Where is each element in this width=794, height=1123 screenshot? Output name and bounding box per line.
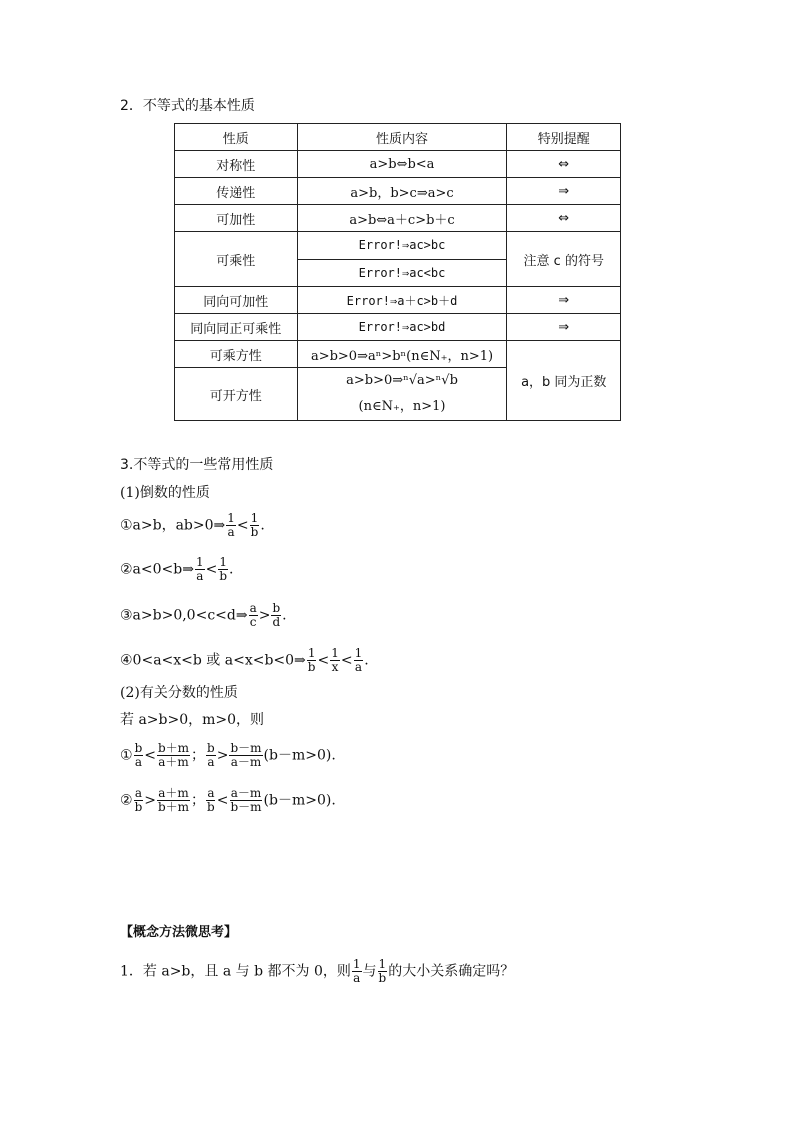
fraction-condition: 若 a>b>0，m>0，则 [120,712,265,728]
fraction: $\frac{1}{x}$ [331,646,339,674]
fraction: $\frac{1}{b}$ [378,957,387,985]
table-row [175,314,621,341]
fraction: $\frac{b+m}{a+m}$ [157,741,190,769]
row-name: 可乘方性 [175,341,298,368]
fraction: $\frac{a-m}{b-m}$ [230,786,262,814]
inequality-properties-table [174,123,621,421]
table-row [175,205,621,232]
fraction: $\frac{a+m}{b+m}$ [157,786,190,814]
fraction: $\frac{a}{b}$ [207,786,215,814]
row-content: a>b，b>c⇒a>c [297,178,507,205]
fraction: $\frac{a}{b}$ [134,786,143,814]
row-note: ⇔ [507,205,621,232]
fraction: $\frac{a}{c}$ [249,601,257,629]
reciprocal-item-4: ④0<a<x<b 或 a<x<b<0⇒ $\frac{1}{b}$ < $\frac{1}{x}$ < $\frac{1}{a}$ . [120,646,369,674]
row-name: 同向可加性 [175,287,298,314]
header-content: 性质内容 [297,124,507,151]
row-name: 可开方性 [175,368,298,421]
reciprocal-item-3: ③a>b>0,0<c<d⇒ $\frac{a}{c}$ > $\frac{b}{d}$ . [120,601,287,629]
row-content: a>b>0⇒aⁿ>bⁿ(n∈N₊，n>1) [297,341,507,368]
fraction: $\frac{1}{a}$ [227,511,235,539]
fraction: $\frac{1}{b}$ [250,511,259,539]
row-content: Error!⇒ac>bc [297,232,507,260]
table-row [175,287,621,314]
header-property: 性质 [175,124,298,151]
row-content-line: (n∈N₊，n>1) [358,399,446,414]
row-content [297,368,507,421]
fraction: $\frac{b}{a}$ [134,741,143,769]
table-row [175,341,621,368]
row-name: 可乘性 [175,232,298,287]
table-row [175,151,621,178]
row-name: 可加性 [175,205,298,232]
section-2-title: 2．不等式的基本性质 [120,98,255,114]
reciprocal-item-1: ①a>b，ab>0⇒ $\frac{1}{a}$ < $\frac{1}{b}$ . [120,511,265,539]
row-name: 对称性 [175,151,298,178]
fraction-property-1: ① $\frac{b}{a}$ < $\frac{b+m}{a+m}$ ； $\frac{b}{a}$ > $\frac{b-m}{a-m}$ (b－m>0). [120,741,336,769]
section-3-title: 3.不等式的一些常用性质 [120,457,274,473]
table-header-row [175,124,621,151]
header-note: 特别提醒 [507,124,621,151]
row-content: Error!⇒ac>bd [297,314,507,341]
row-note-merged: a，b 同为正数 [507,341,621,421]
row-note: ⇒ [507,178,621,205]
row-name: 同向同正可乘性 [175,314,298,341]
row-note: ⇒ [507,287,621,314]
fraction: $\frac{1}{a}$ [352,957,361,985]
row-content-line: a>b>0⇒ⁿ√a>ⁿ√b [346,373,458,388]
row-content: Error!⇒ac<bc [297,259,507,287]
row-content: Error!⇒a＋c>b＋d [297,287,507,314]
fraction: $\frac{1}{a}$ [354,646,363,674]
subsection-fraction: (2)有关分数的性质 [120,685,238,701]
row-note: ⇒ [507,314,621,341]
row-content: a>b⇔b<a [297,151,507,178]
fraction: $\frac{b-m}{a-m}$ [230,741,262,769]
reciprocal-item-2: ②a<0<b⇒ $\frac{1}{a}$ < $\frac{1}{b}$ . [120,555,234,583]
row-name: 传递性 [175,178,298,205]
table-row [175,178,621,205]
subsection-reciprocal: (1)倒数的性质 [120,485,210,501]
fraction: $\frac{1}{b}$ [219,555,228,583]
fraction: $\frac{1}{a}$ [195,555,204,583]
fraction: $\frac{b}{a}$ [207,741,215,769]
row-note: ⇔ [507,151,621,178]
think-section-title: 【概念方法微思考】 [120,925,238,940]
row-note: 注意 c 的符号 [507,232,621,287]
table-row [175,232,621,260]
think-question-1: 1．若 a>b，且 a 与 b 都不为 0，则 $\frac{1}{a}$ 与 $\frac{1}{b}$ 的大小关系确定吗？ [120,957,515,985]
fraction: $\frac{1}{b}$ [307,646,316,674]
row-content: a>b⇔a＋c>b＋c [297,205,507,232]
fraction: $\frac{b}{d}$ [272,601,281,629]
fraction-property-2: ② $\frac{a}{b}$ > $\frac{a+m}{b+m}$ ； $\frac{a}{b}$ < $\frac{a-m}{b-m}$ (b－m>0). [120,786,336,814]
